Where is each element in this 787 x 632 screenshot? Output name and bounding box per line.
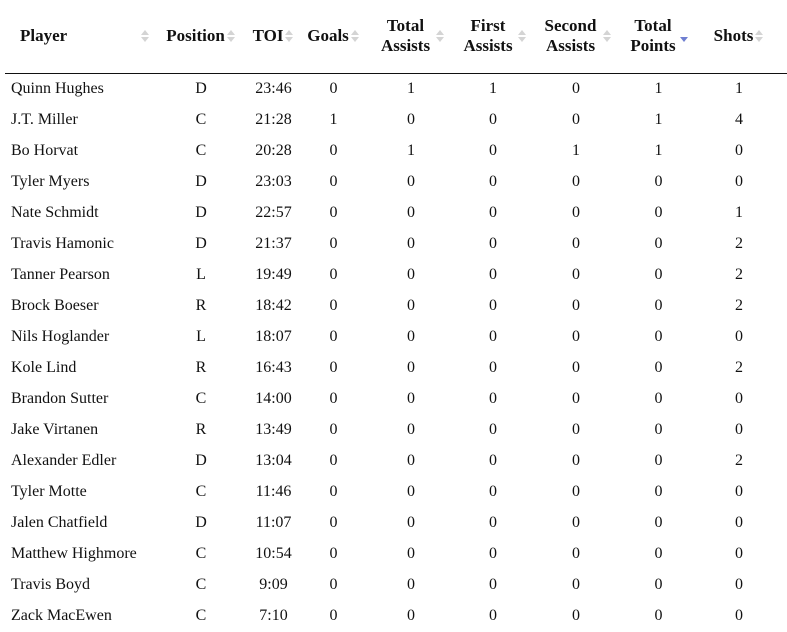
cell-total-points: 0 <box>654 327 663 345</box>
table-row <box>5 414 787 445</box>
cell-toi: 23:46 <box>255 79 292 97</box>
cell-total-assists: 0 <box>407 482 415 500</box>
cell-goals: 0 <box>329 141 338 159</box>
cell-shots: 0 <box>735 327 743 345</box>
cell-position: C <box>195 575 207 593</box>
cell-toi: 14:00 <box>255 389 292 407</box>
table-row <box>5 445 787 476</box>
table-body <box>5 73 787 631</box>
column-header-label: TOI <box>252 26 284 46</box>
cell-position: C <box>195 389 207 407</box>
cell-total-points: 0 <box>654 389 663 407</box>
sort-icon <box>141 30 150 42</box>
cell-player: Tyler Myers <box>11 172 90 190</box>
column-header-label: Shots <box>713 26 754 46</box>
cell-total-assists: 1 <box>407 79 415 97</box>
cell-total-assists: 0 <box>407 389 415 407</box>
cell-first-assists: 0 <box>489 110 497 128</box>
cell-player: Travis Hamonic <box>11 234 114 252</box>
cell-first-assists: 1 <box>489 79 497 97</box>
cell-goals: 0 <box>329 482 338 500</box>
cell-total-points: 0 <box>654 606 663 624</box>
cell-total-assists: 0 <box>407 420 415 438</box>
cell-first-assists: 0 <box>489 327 497 345</box>
cell-total-points: 0 <box>654 575 663 593</box>
cell-player: Matthew Highmore <box>11 544 137 562</box>
cell-total-assists: 0 <box>407 296 415 314</box>
cell-first-assists: 0 <box>489 234 497 252</box>
cell-second-assists: 0 <box>572 420 580 438</box>
cell-toi: 13:49 <box>255 420 292 438</box>
cell-shots: 0 <box>735 513 743 531</box>
cell-second-assists: 0 <box>572 79 580 97</box>
cell-position: R <box>195 358 207 376</box>
table-row <box>5 538 787 569</box>
cell-second-assists: 0 <box>572 203 580 221</box>
cell-total-points: 0 <box>654 451 663 469</box>
cell-total-assists: 0 <box>407 234 415 252</box>
cell-shots: 2 <box>735 296 743 314</box>
column-header-position[interactable] <box>160 0 242 73</box>
cell-player: Jake Virtanen <box>11 420 99 438</box>
cell-toi: 20:28 <box>255 141 292 159</box>
cell-first-assists: 0 <box>489 420 497 438</box>
cell-shots: 0 <box>735 544 743 562</box>
cell-shots: 0 <box>735 420 743 438</box>
table-row <box>5 104 787 135</box>
column-header-label: Player <box>20 26 68 46</box>
sort-icon <box>755 30 764 42</box>
cell-shots: 2 <box>735 358 743 376</box>
cell-shots: 4 <box>735 110 743 128</box>
table-row <box>5 166 787 197</box>
column-header-label: Goals <box>307 26 349 46</box>
cell-total-assists: 0 <box>407 544 415 562</box>
cell-second-assists: 0 <box>572 606 580 624</box>
cell-first-assists: 0 <box>489 482 497 500</box>
player-stats-table-container <box>5 0 787 631</box>
cell-goals: 0 <box>329 451 338 469</box>
cell-player: J.T. Miller <box>11 110 78 128</box>
cell-player: Brandon Sutter <box>11 389 109 407</box>
cell-toi: 11:46 <box>255 482 292 500</box>
column-header-label: Second Assists <box>544 16 597 56</box>
cell-player: Travis Boyd <box>11 575 90 593</box>
cell-goals: 0 <box>329 265 338 283</box>
cell-total-assists: 1 <box>407 141 415 159</box>
column-header-goals[interactable] <box>305 0 362 73</box>
column-header-label: Total Points <box>630 16 676 56</box>
cell-second-assists: 0 <box>572 327 580 345</box>
cell-position: C <box>195 606 207 624</box>
table-row <box>5 569 787 600</box>
cell-total-points: 1 <box>654 79 663 97</box>
cell-shots: 0 <box>735 389 743 407</box>
sort-descending-icon <box>680 30 689 42</box>
cell-position: L <box>196 327 206 345</box>
cell-shots: 1 <box>735 203 743 221</box>
cell-position: R <box>195 296 207 314</box>
cell-total-points: 0 <box>654 265 663 283</box>
sort-icon <box>436 30 445 42</box>
cell-position: D <box>195 234 207 252</box>
cell-toi: 7:10 <box>259 606 288 624</box>
cell-position: D <box>195 203 207 221</box>
cell-second-assists: 0 <box>572 110 580 128</box>
cell-toi: 18:07 <box>255 327 292 345</box>
table-row <box>5 321 787 352</box>
cell-first-assists: 0 <box>489 358 497 376</box>
cell-shots: 2 <box>735 265 743 283</box>
column-header-total-points[interactable] <box>626 0 691 73</box>
cell-second-assists: 0 <box>572 575 580 593</box>
table-row <box>5 600 787 631</box>
cell-first-assists: 0 <box>489 575 497 593</box>
cell-first-assists: 0 <box>489 389 497 407</box>
cell-shots: 1 <box>735 79 743 97</box>
cell-second-assists: 0 <box>572 482 580 500</box>
cell-position: C <box>195 141 207 159</box>
column-header-first-assists[interactable] <box>460 0 526 73</box>
sort-icon <box>351 30 360 42</box>
cell-toi: 10:54 <box>255 544 292 562</box>
cell-player: Quinn Hughes <box>11 79 104 97</box>
cell-total-assists: 0 <box>407 606 415 624</box>
cell-player: Tanner Pearson <box>11 265 110 283</box>
cell-second-assists: 0 <box>572 451 580 469</box>
table-row <box>5 383 787 414</box>
cell-first-assists: 0 <box>489 296 497 314</box>
column-header-toi[interactable] <box>242 0 305 73</box>
cell-player: Nils Hoglander <box>11 327 110 345</box>
cell-player: Alexander Edler <box>11 451 117 469</box>
cell-goals: 0 <box>329 389 338 407</box>
cell-toi: 11:07 <box>255 513 292 531</box>
cell-goals: 0 <box>329 172 338 190</box>
cell-toi: 9:09 <box>259 575 288 593</box>
cell-toi: 18:42 <box>255 296 292 314</box>
cell-total-assists: 0 <box>407 172 415 190</box>
cell-shots: 2 <box>735 234 743 252</box>
cell-second-assists: 0 <box>572 172 580 190</box>
cell-shots: 0 <box>735 606 743 624</box>
table-header <box>5 0 787 73</box>
cell-position: R <box>195 420 207 438</box>
cell-player: Brock Boeser <box>11 296 99 314</box>
column-header-player[interactable] <box>5 0 160 73</box>
cell-player: Jalen Chatfield <box>11 513 108 531</box>
cell-second-assists: 0 <box>572 358 580 376</box>
cell-total-points: 0 <box>654 544 663 562</box>
cell-position: C <box>195 544 207 562</box>
cell-goals: 1 <box>329 110 338 128</box>
sort-icon <box>603 30 612 42</box>
cell-total-assists: 0 <box>407 358 415 376</box>
cell-toi: 21:28 <box>255 110 292 128</box>
table-row <box>5 197 787 228</box>
cell-position: C <box>195 482 207 500</box>
cell-total-assists: 0 <box>407 451 415 469</box>
cell-second-assists: 0 <box>572 389 580 407</box>
cell-first-assists: 0 <box>489 203 497 221</box>
cell-shots: 0 <box>735 172 743 190</box>
cell-position: D <box>195 172 207 190</box>
cell-first-assists: 0 <box>489 451 497 469</box>
cell-goals: 0 <box>329 79 338 97</box>
cell-total-points: 1 <box>654 141 663 159</box>
cell-goals: 0 <box>329 420 338 438</box>
cell-first-assists: 0 <box>489 141 497 159</box>
cell-goals: 0 <box>329 358 338 376</box>
cell-toi: 19:49 <box>255 265 292 283</box>
cell-total-assists: 0 <box>407 513 415 531</box>
cell-shots: 0 <box>735 141 743 159</box>
cell-total-points: 0 <box>654 482 663 500</box>
cell-first-assists: 0 <box>489 265 497 283</box>
column-header-shots[interactable] <box>691 0 787 73</box>
cell-player: Kole Lind <box>11 358 77 376</box>
table-row <box>5 290 787 321</box>
cell-goals: 0 <box>329 296 338 314</box>
column-header-second-assists[interactable] <box>526 0 626 73</box>
column-header-total-assists[interactable] <box>362 0 460 73</box>
table-row <box>5 352 787 383</box>
cell-total-points: 0 <box>654 172 663 190</box>
cell-toi: 13:04 <box>255 451 292 469</box>
cell-position: D <box>195 79 207 97</box>
cell-second-assists: 0 <box>572 544 580 562</box>
cell-player: Tyler Motte <box>11 482 87 500</box>
cell-toi: 21:37 <box>255 234 292 252</box>
sort-icon <box>227 30 236 42</box>
table-row <box>5 135 787 166</box>
cell-player: Bo Horvat <box>11 141 79 159</box>
cell-toi: 23:03 <box>255 172 292 190</box>
cell-position: D <box>195 513 207 531</box>
cell-total-assists: 0 <box>407 110 415 128</box>
cell-goals: 0 <box>329 327 338 345</box>
cell-first-assists: 0 <box>489 544 497 562</box>
table-row <box>5 507 787 538</box>
cell-total-points: 1 <box>654 110 663 128</box>
column-header-label: Position <box>166 26 225 46</box>
cell-toi: 22:57 <box>255 203 292 221</box>
column-header-label: Total Assists <box>380 16 431 56</box>
cell-shots: 0 <box>735 575 743 593</box>
cell-goals: 0 <box>329 234 338 252</box>
cell-player: Nate Schmidt <box>11 203 99 221</box>
table-row <box>5 228 787 259</box>
cell-position: D <box>195 451 207 469</box>
cell-position: L <box>196 265 206 283</box>
cell-shots: 0 <box>735 482 743 500</box>
cell-total-assists: 0 <box>407 575 415 593</box>
sort-icon <box>285 30 294 42</box>
column-header-label: First Assists <box>463 16 513 56</box>
cell-total-points: 0 <box>654 296 663 314</box>
player-stats-table <box>5 0 787 631</box>
cell-goals: 0 <box>329 575 338 593</box>
cell-goals: 0 <box>329 606 338 624</box>
cell-total-assists: 0 <box>407 265 415 283</box>
table-row <box>5 476 787 507</box>
cell-second-assists: 0 <box>572 265 580 283</box>
cell-second-assists: 0 <box>572 296 580 314</box>
table-row <box>5 259 787 290</box>
cell-total-assists: 0 <box>407 203 415 221</box>
cell-position: C <box>195 110 207 128</box>
cell-shots: 2 <box>735 451 743 469</box>
cell-second-assists: 0 <box>572 513 580 531</box>
cell-second-assists: 0 <box>572 234 580 252</box>
cell-first-assists: 0 <box>489 606 497 624</box>
cell-total-points: 0 <box>654 420 663 438</box>
cell-total-assists: 0 <box>407 327 415 345</box>
table-row <box>5 73 787 104</box>
header-row <box>5 0 787 73</box>
cell-total-points: 0 <box>654 203 663 221</box>
cell-total-points: 0 <box>654 234 663 252</box>
cell-total-points: 0 <box>654 358 663 376</box>
cell-goals: 0 <box>329 544 338 562</box>
cell-first-assists: 0 <box>489 513 497 531</box>
cell-goals: 0 <box>329 513 338 531</box>
cell-toi: 16:43 <box>255 358 292 376</box>
cell-first-assists: 0 <box>489 172 497 190</box>
cell-goals: 0 <box>329 203 338 221</box>
cell-total-points: 0 <box>654 513 663 531</box>
cell-player: Zack MacEwen <box>11 606 112 624</box>
cell-second-assists: 1 <box>572 141 580 159</box>
